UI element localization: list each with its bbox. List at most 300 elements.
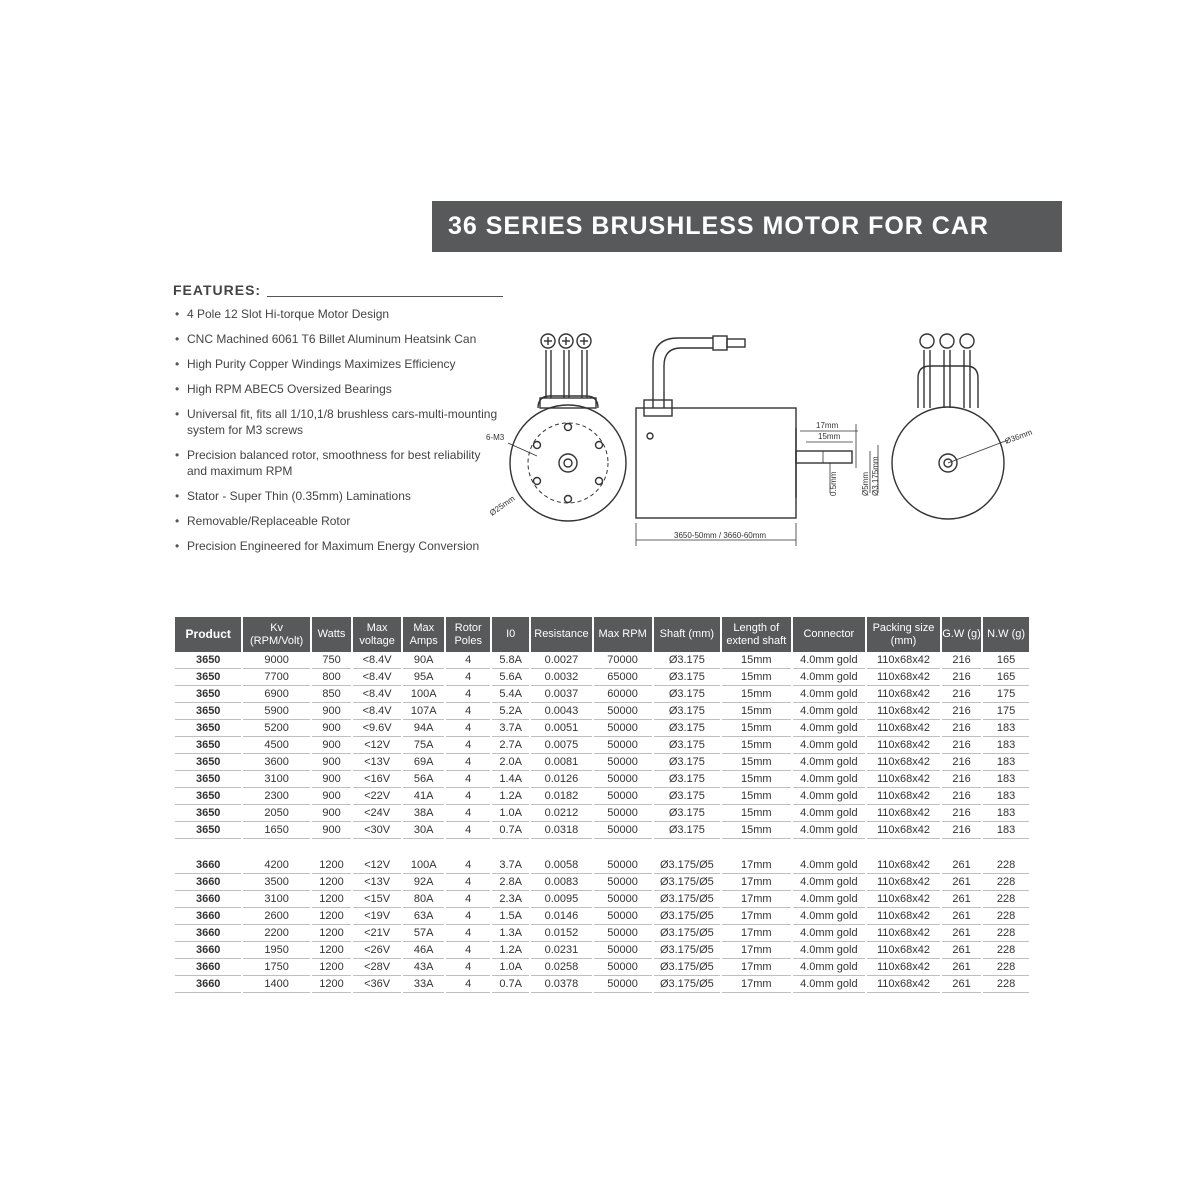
- table-cell: 2.3A: [492, 891, 529, 908]
- column-header: Length of extend shaft: [722, 617, 790, 652]
- table-cell: 4: [446, 959, 490, 976]
- table-cell: 5.4A: [492, 686, 529, 703]
- table-cell: 800: [312, 669, 351, 686]
- feature-item: • High RPM ABEC5 Oversized Bearings: [173, 381, 503, 397]
- table-cell: 60000: [594, 686, 652, 703]
- feature-item: • High Purity Copper Windings Maximizes Efficiency: [173, 356, 503, 372]
- dim-shaft-5mm: Ø5mm: [861, 472, 870, 496]
- table-cell: 1200: [312, 976, 351, 993]
- feature-item: • Precision balanced rotor, smoothness for best reliability and maximum RPM: [173, 447, 503, 479]
- table-cell: <19V: [353, 908, 401, 925]
- table-cell: 0.0231: [531, 942, 591, 959]
- table-cell: 0.0058: [531, 857, 591, 874]
- table-cell: 183: [983, 771, 1029, 788]
- table-cell: 261: [942, 857, 981, 874]
- table-cell: <30V: [353, 822, 401, 839]
- table-cell: 3650: [175, 822, 241, 839]
- table-cell: Ø3.175/Ø5: [654, 908, 720, 925]
- table-cell: 4.0mm gold: [793, 737, 866, 754]
- table-cell: Ø3.175: [654, 805, 720, 822]
- table-cell: 900: [312, 703, 351, 720]
- table-cell: 15mm: [722, 686, 790, 703]
- column-header: Max voltage: [353, 617, 401, 652]
- table-row: [175, 891, 1029, 908]
- table-cell: 7700: [243, 669, 309, 686]
- table-cell: 4: [446, 669, 490, 686]
- table-cell: 15mm: [722, 822, 790, 839]
- table-cell: 900: [312, 771, 351, 788]
- table-cell: 92A: [403, 874, 445, 891]
- table-cell: 4.0mm gold: [793, 925, 866, 942]
- table-cell: 100A: [403, 857, 445, 874]
- table-cell: Ø3.175: [654, 771, 720, 788]
- table-cell: 1200: [312, 959, 351, 976]
- table-cell: 4.0mm gold: [793, 703, 866, 720]
- table-cell: 228: [983, 857, 1029, 874]
- table-cell: 900: [312, 737, 351, 754]
- table-cell: 110x68x42: [867, 942, 940, 959]
- table-cell: 900: [312, 788, 351, 805]
- table-row: [175, 959, 1029, 976]
- table-cell: 0.0081: [531, 754, 591, 771]
- table-cell: 1.0A: [492, 959, 529, 976]
- table-cell: 50000: [594, 908, 652, 925]
- table-cell: 0.0152: [531, 925, 591, 942]
- table-cell: 216: [942, 669, 981, 686]
- table-cell: 17mm: [722, 976, 790, 993]
- screw-label: 6-M3: [486, 433, 505, 442]
- table-cell: 900: [312, 754, 351, 771]
- table-cell: 183: [983, 720, 1029, 737]
- table-row: [175, 874, 1029, 891]
- table-cell: 1200: [312, 925, 351, 942]
- table-cell: 0.0083: [531, 874, 591, 891]
- table-row: [175, 805, 1029, 822]
- table-cell: 15mm: [722, 652, 790, 669]
- table-cell: 228: [983, 976, 1029, 993]
- table-cell: 261: [942, 942, 981, 959]
- feature-item: • CNC Machined 6061 T6 Billet Aluminum Heatsink Can: [173, 331, 503, 347]
- table-cell: <9.6V: [353, 720, 401, 737]
- table-cell: 0.0318: [531, 822, 591, 839]
- table-cell: 5.2A: [492, 703, 529, 720]
- table-cell: 4: [446, 703, 490, 720]
- table-cell: 216: [942, 720, 981, 737]
- table-cell: 261: [942, 925, 981, 942]
- table-row: [175, 822, 1029, 839]
- table-cell: 5200: [243, 720, 309, 737]
- table-cell: 2.7A: [492, 737, 529, 754]
- table-cell: 110x68x42: [867, 857, 940, 874]
- column-header: Watts: [312, 617, 351, 652]
- table-cell: 110x68x42: [867, 976, 940, 993]
- table-cell: 175: [983, 686, 1029, 703]
- table-cell: <22V: [353, 788, 401, 805]
- table-cell: 4: [446, 874, 490, 891]
- table-row: [175, 754, 1029, 771]
- table-cell: 17mm: [722, 857, 790, 874]
- table-row: [175, 669, 1029, 686]
- column-header: N.W (g): [983, 617, 1029, 652]
- table-spacer-row: [175, 839, 1029, 857]
- table-cell: 228: [983, 891, 1029, 908]
- table-cell: 110x68x42: [867, 805, 940, 822]
- table-cell: <8.4V: [353, 703, 401, 720]
- table-cell: <28V: [353, 959, 401, 976]
- table-cell: 110x68x42: [867, 703, 940, 720]
- table-cell: 0.0095: [531, 891, 591, 908]
- table-cell: 183: [983, 754, 1029, 771]
- table-cell: 261: [942, 959, 981, 976]
- table-cell: 57A: [403, 925, 445, 942]
- motor-side-view: [636, 336, 878, 546]
- table-cell: Ø3.175/Ø5: [654, 942, 720, 959]
- table-cell: 0.0037: [531, 686, 591, 703]
- table-cell: 110x68x42: [867, 669, 940, 686]
- table-header-row: [175, 617, 1029, 652]
- table-cell: 110x68x42: [867, 908, 940, 925]
- table-row: [175, 771, 1029, 788]
- table-cell: 50000: [594, 959, 652, 976]
- table-cell: 80A: [403, 891, 445, 908]
- table-cell: 228: [983, 942, 1029, 959]
- table-cell: 4.0mm gold: [793, 976, 866, 993]
- table-cell: 3500: [243, 874, 309, 891]
- table-cell: 4: [446, 857, 490, 874]
- table-cell: 4: [446, 720, 490, 737]
- table-cell: 216: [942, 771, 981, 788]
- page-title: 36 SERIES BRUSHLESS MOTOR FOR CAR: [432, 201, 1062, 252]
- table-cell: 5900: [243, 703, 309, 720]
- table-cell: 261: [942, 976, 981, 993]
- table-cell: 15mm: [722, 737, 790, 754]
- table-row: [175, 703, 1029, 720]
- table-cell: Ø3.175: [654, 720, 720, 737]
- table-cell: 1400: [243, 976, 309, 993]
- table-cell: 110x68x42: [867, 771, 940, 788]
- table-cell: 4.0mm gold: [793, 891, 866, 908]
- table-cell: 2.0A: [492, 754, 529, 771]
- table-cell: 3660: [175, 908, 241, 925]
- table-cell: 17mm: [722, 942, 790, 959]
- table-cell: 216: [942, 805, 981, 822]
- table-cell: <8.4V: [353, 669, 401, 686]
- column-header: Kv (RPM/Volt): [243, 617, 309, 652]
- table-cell: 216: [942, 754, 981, 771]
- table-cell: 15mm: [722, 720, 790, 737]
- table-cell: 1.2A: [492, 942, 529, 959]
- table-cell: 183: [983, 788, 1029, 805]
- table-cell: <21V: [353, 925, 401, 942]
- table-row: [175, 976, 1029, 993]
- table-cell: 46A: [403, 942, 445, 959]
- table-cell: 3650: [175, 805, 241, 822]
- table-cell: 4: [446, 908, 490, 925]
- table-cell: 1200: [312, 908, 351, 925]
- table-cell: 110x68x42: [867, 959, 940, 976]
- table-cell: 0.7A: [492, 976, 529, 993]
- table-cell: 1200: [312, 891, 351, 908]
- diameter-label: Ø36mm: [1003, 427, 1034, 446]
- specs-table: [173, 617, 1031, 993]
- table-cell: 0.0212: [531, 805, 591, 822]
- table-cell: <13V: [353, 754, 401, 771]
- table-cell: 1.5A: [492, 908, 529, 925]
- table-cell: <13V: [353, 874, 401, 891]
- table-cell: Ø3.175: [654, 737, 720, 754]
- dim-15mm: 15mm: [818, 432, 841, 441]
- column-header: Resistance: [531, 617, 591, 652]
- feature-list: [173, 306, 503, 554]
- table-cell: 1750: [243, 959, 309, 976]
- table-cell: 3100: [243, 771, 309, 788]
- table-cell: 9000: [243, 652, 309, 669]
- table-cell: 0.0258: [531, 959, 591, 976]
- table-cell: <26V: [353, 942, 401, 959]
- table-cell: 75A: [403, 737, 445, 754]
- table-cell: 100A: [403, 686, 445, 703]
- table-cell: 69A: [403, 754, 445, 771]
- table-cell: 750: [312, 652, 351, 669]
- table-cell: 4: [446, 976, 490, 993]
- table-cell: 175: [983, 703, 1029, 720]
- table-cell: 1650: [243, 822, 309, 839]
- table-cell: 50000: [594, 942, 652, 959]
- table-cell: 15mm: [722, 754, 790, 771]
- table-cell: 15mm: [722, 771, 790, 788]
- table-cell: 2.8A: [492, 874, 529, 891]
- table-cell: 165: [983, 652, 1029, 669]
- table-cell: <12V: [353, 857, 401, 874]
- table-cell: 110x68x42: [867, 737, 940, 754]
- table-cell: 110x68x42: [867, 925, 940, 942]
- table-cell: 1.0A: [492, 805, 529, 822]
- table-cell: Ø3.175: [654, 822, 720, 839]
- table-cell: 900: [312, 805, 351, 822]
- table-cell: 0.0027: [531, 652, 591, 669]
- table-cell: 850: [312, 686, 351, 703]
- table-cell: 4.0mm gold: [793, 720, 866, 737]
- table-cell: 107A: [403, 703, 445, 720]
- table-cell: 50000: [594, 720, 652, 737]
- table-cell: 3650: [175, 669, 241, 686]
- table-cell: 216: [942, 788, 981, 805]
- heading-rule: [267, 296, 503, 297]
- table-cell: 3650: [175, 737, 241, 754]
- table-cell: 1200: [312, 874, 351, 891]
- table-cell: 261: [942, 908, 981, 925]
- table-cell: 900: [312, 720, 351, 737]
- table-cell: Ø3.175/Ø5: [654, 874, 720, 891]
- table-cell: 6900: [243, 686, 309, 703]
- table-cell: 3650: [175, 788, 241, 805]
- table-cell: 15mm: [722, 805, 790, 822]
- table-cell: 3660: [175, 891, 241, 908]
- table-cell: 50000: [594, 703, 652, 720]
- table-cell: 4.0mm gold: [793, 669, 866, 686]
- table-cell: 110x68x42: [867, 874, 940, 891]
- table-cell: 4: [446, 788, 490, 805]
- column-header: Rotor Poles: [446, 617, 490, 652]
- features-heading: FEATURES:: [173, 282, 262, 298]
- table-cell: 2300: [243, 788, 309, 805]
- motor-end-view-right: [892, 334, 1008, 519]
- table-cell: 50000: [594, 925, 652, 942]
- table-cell: 216: [942, 703, 981, 720]
- table-cell: 3.7A: [492, 857, 529, 874]
- table-cell: Ø3.175: [654, 754, 720, 771]
- table-cell: 56A: [403, 771, 445, 788]
- table-cell: Ø3.175: [654, 703, 720, 720]
- table-cell: 4500: [243, 737, 309, 754]
- table-cell: 261: [942, 874, 981, 891]
- table-cell: Ø3.175: [654, 669, 720, 686]
- table-cell: 4.0mm gold: [793, 959, 866, 976]
- table-cell: Ø3.175/Ø5: [654, 891, 720, 908]
- table-cell: 0.0126: [531, 771, 591, 788]
- table-cell: Ø3.175/Ø5: [654, 976, 720, 993]
- table-cell: 216: [942, 737, 981, 754]
- table-row: [175, 720, 1029, 737]
- table-cell: 50000: [594, 857, 652, 874]
- table-cell: 1.3A: [492, 925, 529, 942]
- table-cell: 4: [446, 805, 490, 822]
- table-cell: 50000: [594, 891, 652, 908]
- dim-shaft-3175mm: Ø3.175mm: [871, 456, 880, 496]
- table-cell: 15mm: [722, 788, 790, 805]
- table-cell: 228: [983, 925, 1029, 942]
- spacer-cell: [175, 839, 1029, 857]
- table-cell: 228: [983, 908, 1029, 925]
- table-cell: 94A: [403, 720, 445, 737]
- column-header: Packing size (mm): [867, 617, 940, 652]
- table-cell: 165: [983, 669, 1029, 686]
- column-header: Shaft (mm): [654, 617, 720, 652]
- table-cell: <8.4V: [353, 686, 401, 703]
- table-cell: 4.0mm gold: [793, 874, 866, 891]
- table-cell: 43A: [403, 959, 445, 976]
- column-header: Max RPM: [594, 617, 652, 652]
- table-cell: 110x68x42: [867, 686, 940, 703]
- table-cell: 4: [446, 652, 490, 669]
- table-cell: 2600: [243, 908, 309, 925]
- table-cell: 183: [983, 737, 1029, 754]
- table-cell: 15mm: [722, 703, 790, 720]
- column-header: Product: [175, 617, 241, 652]
- table-cell: 110x68x42: [867, 720, 940, 737]
- table-cell: 3660: [175, 976, 241, 993]
- table-cell: 4: [446, 942, 490, 959]
- table-cell: 4.0mm gold: [793, 652, 866, 669]
- table-cell: 228: [983, 959, 1029, 976]
- table-cell: 33A: [403, 976, 445, 993]
- table-cell: 17mm: [722, 925, 790, 942]
- table-cell: 4.0mm gold: [793, 942, 866, 959]
- table-cell: 1200: [312, 942, 351, 959]
- table-cell: 110x68x42: [867, 822, 940, 839]
- table-cell: 17mm: [722, 959, 790, 976]
- feature-item: • Universal fit, fits all 1/10,1/8 brushless cars-multi-mounting system for M3 screws: [173, 406, 503, 438]
- table-cell: 50000: [594, 788, 652, 805]
- table-cell: 216: [942, 652, 981, 669]
- table-cell: 4.0mm gold: [793, 754, 866, 771]
- table-cell: <24V: [353, 805, 401, 822]
- table-cell: 4.0mm gold: [793, 686, 866, 703]
- table-cell: Ø3.175: [654, 652, 720, 669]
- table-cell: 1.4A: [492, 771, 529, 788]
- table-cell: 110x68x42: [867, 754, 940, 771]
- table-cell: <16V: [353, 771, 401, 788]
- table-cell: 261: [942, 891, 981, 908]
- feature-item: • Precision Engineered for Maximum Energy Conversion: [173, 538, 503, 554]
- table-cell: 95A: [403, 669, 445, 686]
- table-cell: 4: [446, 771, 490, 788]
- table-cell: 4.0mm gold: [793, 805, 866, 822]
- table-cell: 1.2A: [492, 788, 529, 805]
- table-cell: 63A: [403, 908, 445, 925]
- table-cell: 90A: [403, 652, 445, 669]
- table-cell: <12V: [353, 737, 401, 754]
- table-cell: 4: [446, 737, 490, 754]
- table-cell: 3650: [175, 686, 241, 703]
- table-cell: 38A: [403, 805, 445, 822]
- table-cell: Ø3.175/Ø5: [654, 959, 720, 976]
- table-cell: 50000: [594, 771, 652, 788]
- feature-item: • 4 Pole 12 Slot Hi-torque Motor Design: [173, 306, 503, 322]
- table-cell: 17mm: [722, 908, 790, 925]
- table-cell: 3660: [175, 942, 241, 959]
- table-cell: 4.0mm gold: [793, 908, 866, 925]
- table-cell: 110x68x42: [867, 652, 940, 669]
- motor-end-view-left: [508, 334, 626, 521]
- table-cell: 3660: [175, 857, 241, 874]
- table-cell: 5.8A: [492, 652, 529, 669]
- table-cell: 3650: [175, 703, 241, 720]
- dim-17mm: 17mm: [816, 421, 839, 430]
- table-cell: <36V: [353, 976, 401, 993]
- table-cell: 4: [446, 686, 490, 703]
- column-header: Connector: [793, 617, 866, 652]
- table-cell: 17mm: [722, 891, 790, 908]
- table-cell: 900: [312, 822, 351, 839]
- table-cell: 1200: [312, 857, 351, 874]
- table-row: [175, 908, 1029, 925]
- table-row: [175, 737, 1029, 754]
- table-cell: 0.0378: [531, 976, 591, 993]
- table-cell: 216: [942, 686, 981, 703]
- feature-item: • Stator - Super Thin (0.35mm) Laminations: [173, 488, 503, 504]
- table-cell: 4200: [243, 857, 309, 874]
- table-cell: Ø3.175/Ø5: [654, 857, 720, 874]
- table-cell: 3660: [175, 874, 241, 891]
- table-row: [175, 686, 1029, 703]
- table-cell: <8.4V: [353, 652, 401, 669]
- length-label: 3650-50mm / 3660-60mm: [674, 531, 767, 540]
- features-heading-row: [173, 282, 503, 298]
- table-cell: 0.0182: [531, 788, 591, 805]
- table-cell: 3100: [243, 891, 309, 908]
- table-row: [175, 942, 1029, 959]
- column-header: Max Amps: [403, 617, 445, 652]
- table-cell: 0.0146: [531, 908, 591, 925]
- table-cell: Ø3.175: [654, 788, 720, 805]
- table-cell: <15V: [353, 891, 401, 908]
- table-cell: 17mm: [722, 874, 790, 891]
- table-cell: 2200: [243, 925, 309, 942]
- table-cell: 4: [446, 754, 490, 771]
- dim-05mm: 0.5mm: [829, 471, 838, 496]
- table-cell: 3650: [175, 771, 241, 788]
